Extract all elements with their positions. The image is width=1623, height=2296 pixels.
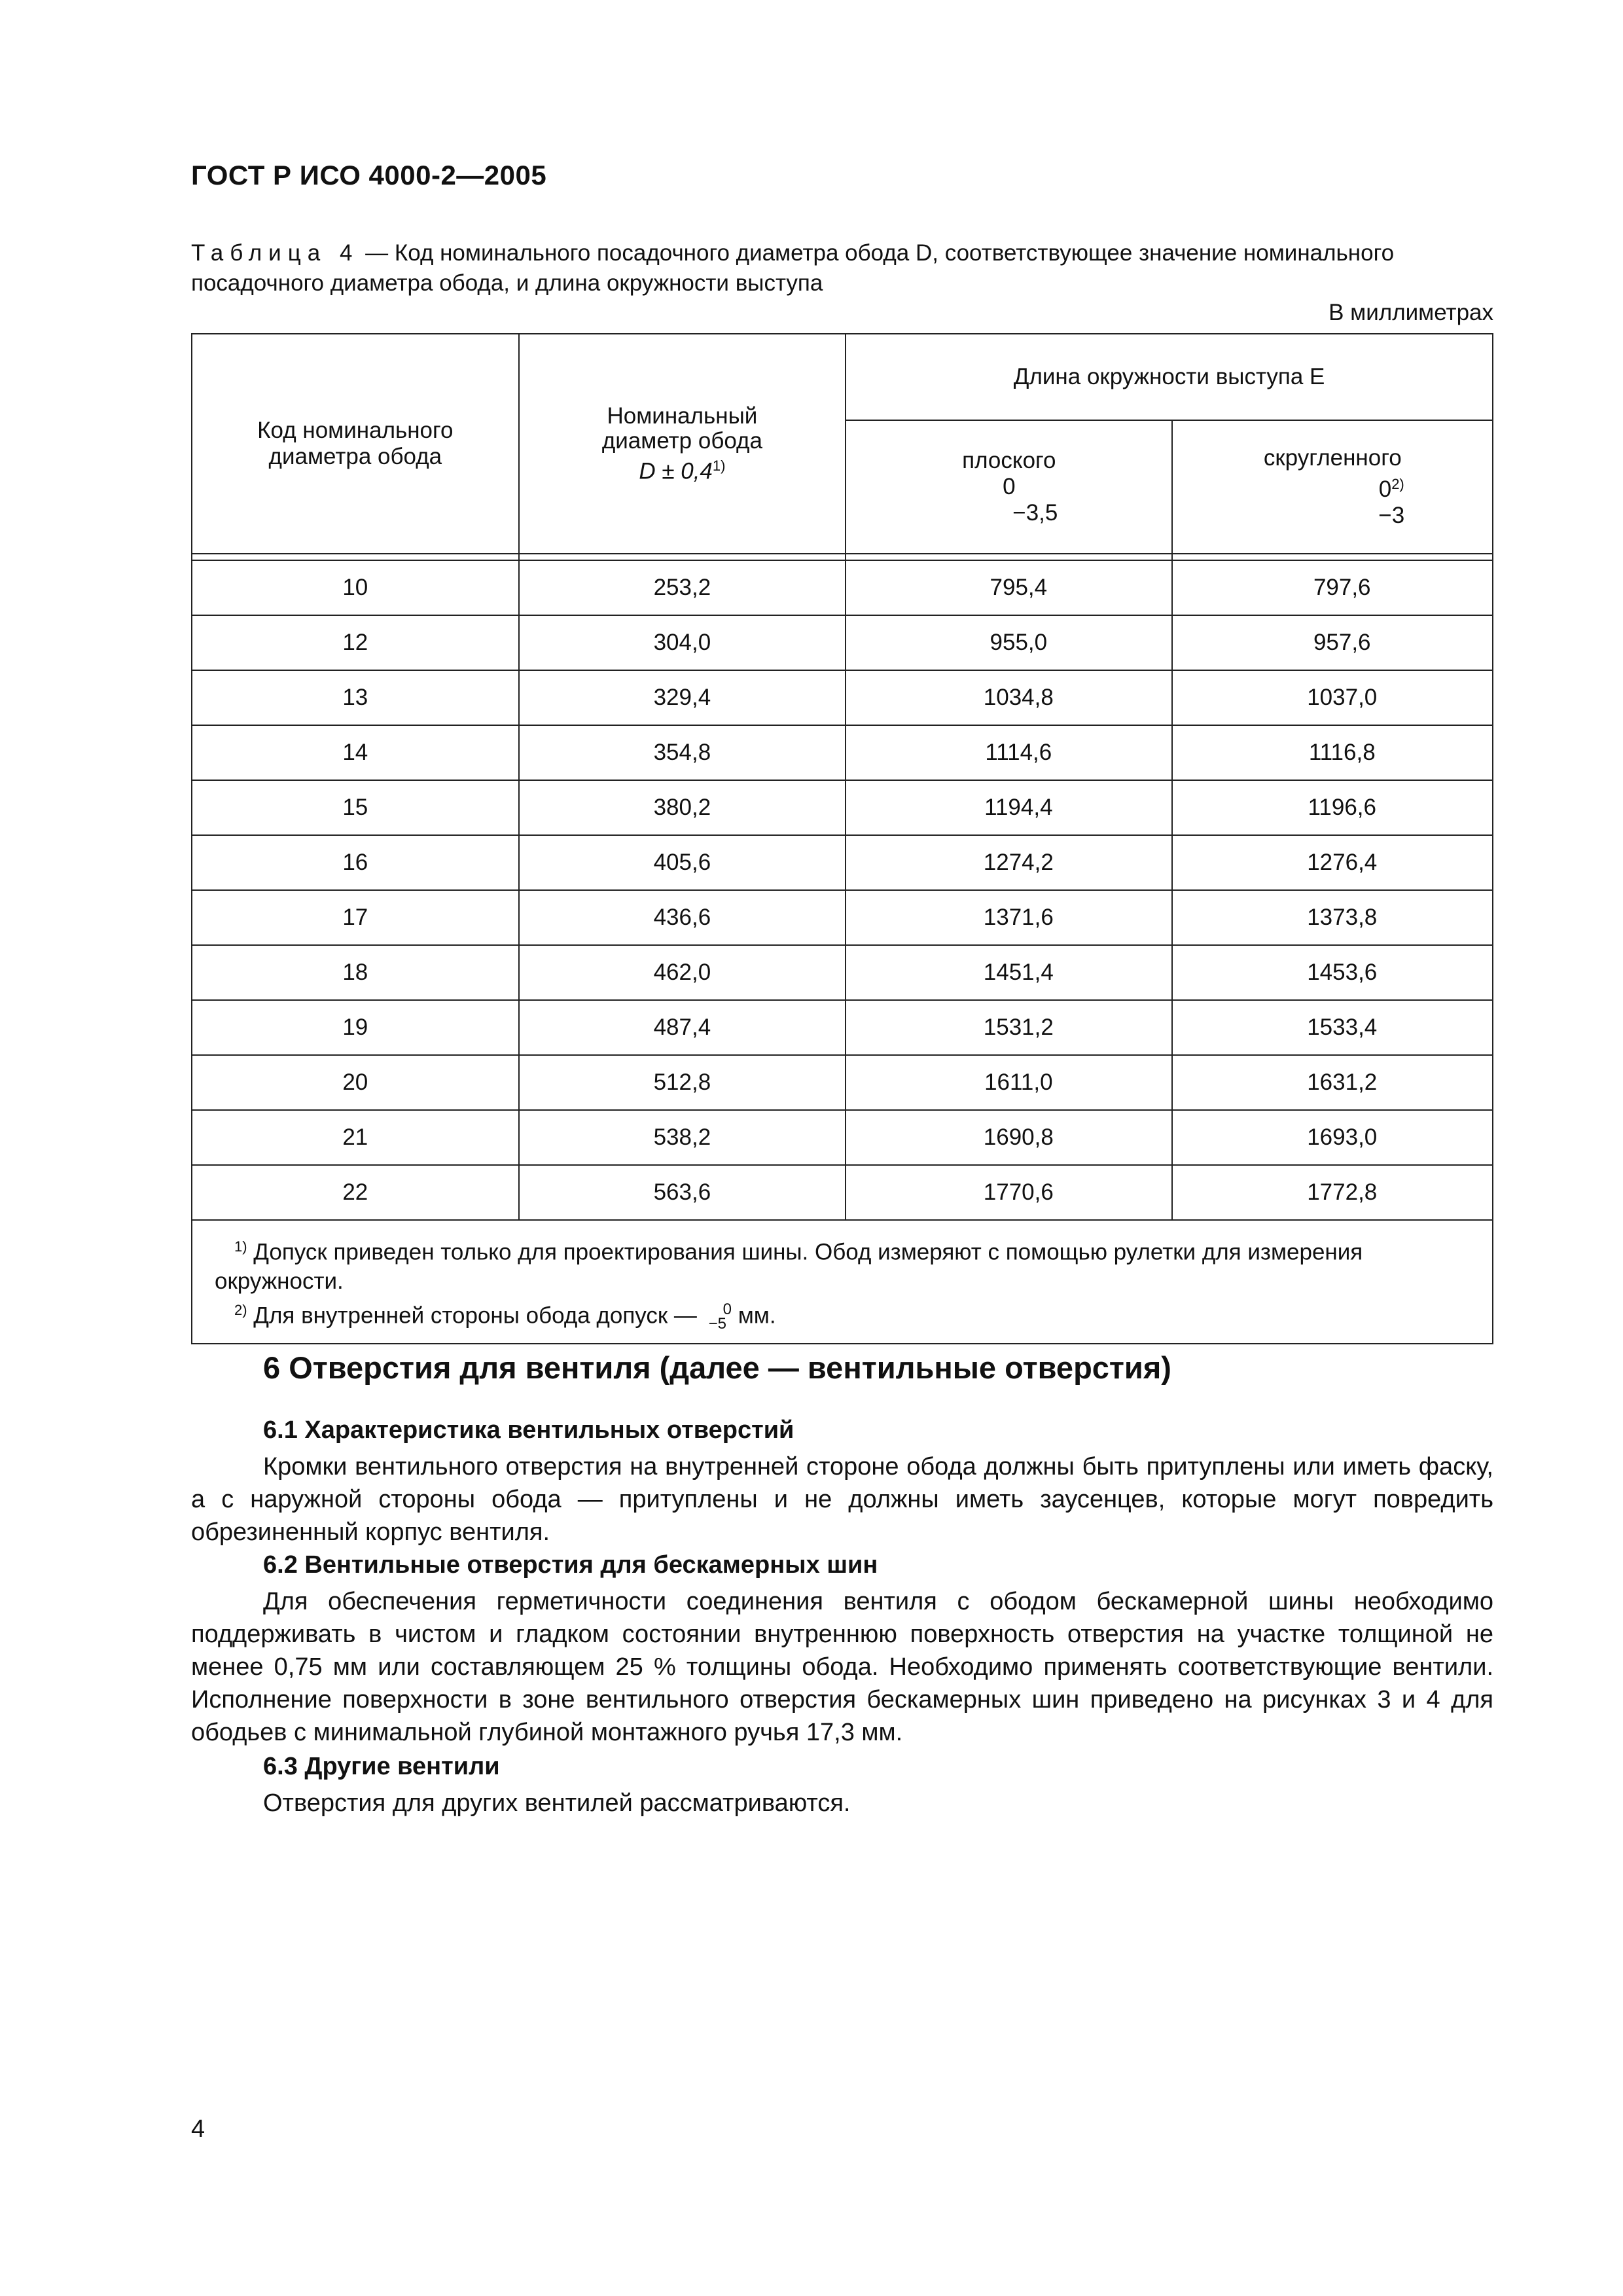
cell-nominal-diameter: 329,4 <box>519 670 846 725</box>
cell-rounded-circumference: 1373,8 <box>1172 890 1493 945</box>
cell-flat-circumference: 1531,2 <box>846 1000 1172 1055</box>
cell-rounded-circumference: 957,6 <box>1172 615 1493 670</box>
table-row <box>192 670 1493 725</box>
cell-code: 13 <box>192 670 519 725</box>
header-flat: плоского 0 −3,5 <box>846 420 1172 554</box>
table-caption-label: Таблица 4 <box>191 240 359 266</box>
table-row <box>192 835 1493 890</box>
cell-nominal-diameter: 436,6 <box>519 890 846 945</box>
cell-rounded-circumference: 1772,8 <box>1172 1165 1493 1220</box>
page-number: 4 <box>191 2115 205 2143</box>
table-row <box>192 560 1493 615</box>
cell-rounded-circumference: 1533,4 <box>1172 1000 1493 1055</box>
table-units: В миллиметрах <box>1329 300 1493 325</box>
cell-rounded-circumference: 1631,2 <box>1172 1055 1493 1110</box>
table-row <box>192 1055 1493 1110</box>
header-code: Код номинального диаметра обода <box>192 334 519 554</box>
cell-flat-circumference: 1274,2 <box>846 835 1172 890</box>
section-6-title: 6 Отверстия для вентиля (далее — вентильные отверстия) <box>263 1350 1171 1385</box>
rim-diameter-table <box>191 333 1493 1344</box>
section-6-1-title: 6.1 Характеристика вентильных отверстий <box>263 1416 794 1444</box>
header-circumference: Длина окружности выступа E <box>846 334 1493 420</box>
cell-code: 16 <box>192 835 519 890</box>
table-caption-text: — Код номинального посадочного диаметра обода D, соответствующее значение номинального посадочного диаметра обода, и длина окружности выступа <box>191 240 1395 296</box>
cell-code: 15 <box>192 780 519 835</box>
cell-code: 14 <box>192 725 519 780</box>
cell-code: 19 <box>192 1000 519 1055</box>
table-row <box>192 615 1493 670</box>
cell-nominal-diameter: 512,8 <box>519 1055 846 1110</box>
cell-flat-circumference: 1451,4 <box>846 945 1172 1000</box>
section-6-2-title: 6.2 Вентильные отверстия для бескамерных шин <box>263 1551 878 1579</box>
cell-rounded-circumference: 1453,6 <box>1172 945 1493 1000</box>
table-notes <box>192 1220 1493 1344</box>
cell-code: 21 <box>192 1110 519 1165</box>
note-1: $^{1)}$ Допуск приведен только для проектирования шины. Обод измеряют с помощью рулетки для измерения окружности. <box>215 1238 1363 1294</box>
cell-code: 12 <box>192 615 519 670</box>
cell-rounded-circumference: 1693,0 <box>1172 1110 1493 1165</box>
cell-flat-circumference: 1034,8 <box>846 670 1172 725</box>
cell-nominal-diameter: 462,0 <box>519 945 846 1000</box>
table-row <box>192 725 1493 780</box>
cell-nominal-diameter: 253,2 <box>519 560 846 615</box>
cell-rounded-circumference: 1037,0 <box>1172 670 1493 725</box>
cell-code: 20 <box>192 1055 519 1110</box>
cell-nominal-diameter: 380,2 <box>519 780 846 835</box>
cell-flat-circumference: 1611,0 <box>846 1055 1172 1110</box>
header-nominal-diameter: Номинальный диаметр обода $D \pm 0,4^{1)}$ <box>519 334 846 554</box>
table-row <box>192 890 1493 945</box>
section-6-2-text: Для обеспечения герметичности соединения вентиля с ободом бескамерной шины необходимо поддерживать в чистом и гладком состоянии внутреннюю поверхность отверстия на участке толщиной не менее 0,75 мм или составляющем 25 % толщины обода. Необходимо применять соответствующие вентили. Исполнение поверхности в зоне вентильного отверстия бескамерных шин приведено на рисунках 3 и 4 для ободьев с минимальной глубиной монтажного ручья 17,3 мм. <box>191 1588 1493 1746</box>
cell-code: 10 <box>192 560 519 615</box>
cell-rounded-circumference: 1116,8 <box>1172 725 1493 780</box>
cell-flat-circumference: 1194,4 <box>846 780 1172 835</box>
cell-code: 17 <box>192 890 519 945</box>
cell-rounded-circumference: 1276,4 <box>1172 835 1493 890</box>
cell-code: 18 <box>192 945 519 1000</box>
cell-rounded-circumference: 797,6 <box>1172 560 1493 615</box>
document-header: ГОСТ Р ИСО 4000-2—2005 <box>191 160 547 190</box>
note-2: $^{2)}$ Для внутренней стороны обода допуск — 0 −5 мм. <box>234 1300 776 1333</box>
section-6-1-text: Кромки вентильного отверстия на внутренней стороне обода должны быть притуплены или иметь фаску, а с наружной стороны обода — притуплены и не должны иметь заусенцев, которые могут повредить обрезиненный корпус вентиля. <box>191 1453 1493 1546</box>
table-row <box>192 1000 1493 1055</box>
cell-flat-circumference: 1690,8 <box>846 1110 1172 1165</box>
cell-nominal-diameter: 304,0 <box>519 615 846 670</box>
table-row <box>192 1110 1493 1165</box>
cell-nominal-diameter: 538,2 <box>519 1110 846 1165</box>
cell-flat-circumference: 955,0 <box>846 615 1172 670</box>
table-row <box>192 945 1493 1000</box>
cell-nominal-diameter: 405,6 <box>519 835 846 890</box>
table-row <box>192 780 1493 835</box>
table-row <box>192 1165 1493 1220</box>
cell-flat-circumference: 1114,6 <box>846 725 1172 780</box>
table-caption <box>191 238 1493 298</box>
section-6-3-text: Отверстия для других вентилей рассматриваются. <box>263 1789 851 1817</box>
section-6-3-title: 6.3 Другие вентили <box>263 1753 500 1780</box>
cell-flat-circumference: 1770,6 <box>846 1165 1172 1220</box>
cell-flat-circumference: 795,4 <box>846 560 1172 615</box>
table-body <box>192 560 1493 1220</box>
cell-rounded-circumference: 1196,6 <box>1172 780 1493 835</box>
cell-code: 22 <box>192 1165 519 1220</box>
cell-nominal-diameter: 354,8 <box>519 725 846 780</box>
header-rounded: скругленного $0^{2)}$ −3 <box>1172 420 1493 554</box>
cell-nominal-diameter: 487,4 <box>519 1000 846 1055</box>
cell-flat-circumference: 1371,6 <box>846 890 1172 945</box>
cell-nominal-diameter: 563,6 <box>519 1165 846 1220</box>
